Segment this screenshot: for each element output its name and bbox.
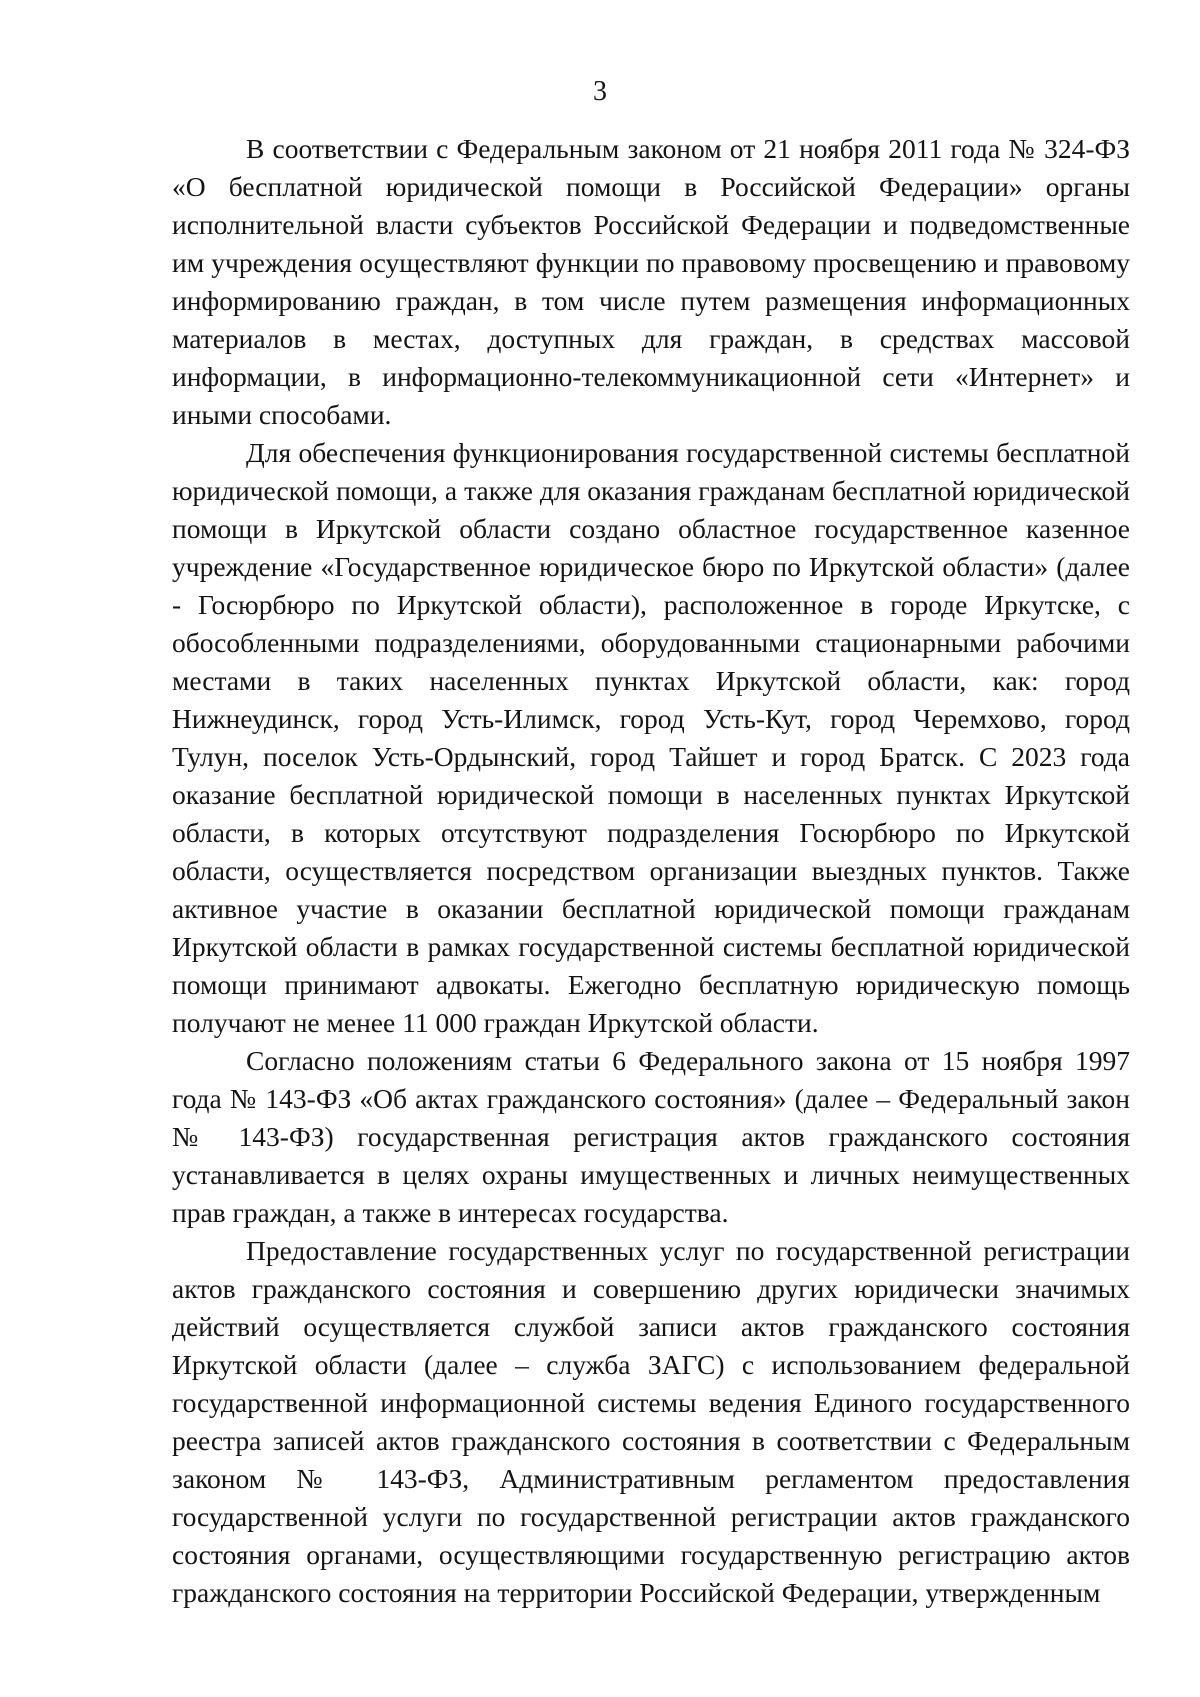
paragraph-free-legal-aid-system: Для обеспечения функционирования государственной системы бесплатной юридической помощи, а также для оказания гражданам бесплатной юридической помощи в Иркутской области создано областное государственное казенное учреждение «Государственное юридическое бюро по Иркутской области» (далее - Госюрбюро по Иркутской области), расположенное в городе Иркутске, с обособленными подразделениями, оборудованными стационарными рабочими местами в таких населенных пунктах Иркутской области, как: город Нижнеудинск, город Усть-Илимск, город Усть-Кут, город Черемхово, город Тулун, поселок Усть-Ордынский, город Тайшет и город Братск. С 2023 года оказание бесплатной юридической помощи в населенных пунктах Иркутской области, в которых отсутствуют подразделения Госюрбюро по Иркутской области, осуществляется посредством организации выездных пунктов. Также активное участие в оказании бесплатной юридической помощи гражданам Иркутской области в рамках государственной системы бесплатной юридической помощи принимают адвокаты. Ежегодно бесплатную юридическую помощь получают не менее 11 000 граждан Иркутской области. (172, 437, 1130, 1038)
page-number: 3 (593, 76, 607, 107)
paragraph-civil-status-registration-law: Согласно положениям статьи 6 Федерального закона от 15 ноября 1997 года № 143-ФЗ «Об актах гражданского состояния» (далее – Федеральный закон № 143-ФЗ) государственная регистрация актов гражданского состояния устанавливается в целях охраны имущественных и личных неимущественных прав граждан, а также в интересах государства. (172, 1045, 1130, 1228)
paragraph-zags-services: Предоставление государственных услуг по государственной регистрации актов гражданского состояния и совершению других юридически значимых действий осуществляется службой записи актов гражданского состояния Иркутской области (далее – служба ЗАГС) с использованием федеральной государственной информационной системы ведения Единого государственного реестра записей актов гражданского состояния в соответствии с Федеральным законом № 143-ФЗ, Административным регламентом предоставления государственной услуги по государственной регистрации актов гражданского состояния органами, осуществляющими государственную регистрацию актов гражданского состояния на территории Российской Федерации, утвержденным (172, 1235, 1130, 1608)
document-body (172, 130, 1130, 1612)
paragraph-legal-information: В соответствии с Федеральным законом от 21 ноября 2011 года № 324-ФЗ «О бесплатной юридической помощи в Российской Федерации» органы исполнительной власти субъектов Российской Федерации и подведомственные им учреждения осуществляют функции по правовому просвещению и правовому информированию граждан, в том числе путем размещения информационных материалов в местах, доступных для граждан, в средствах массовой информации, в информационно-телекоммуникационной сети «Интернет» и иными способами. (172, 133, 1130, 430)
